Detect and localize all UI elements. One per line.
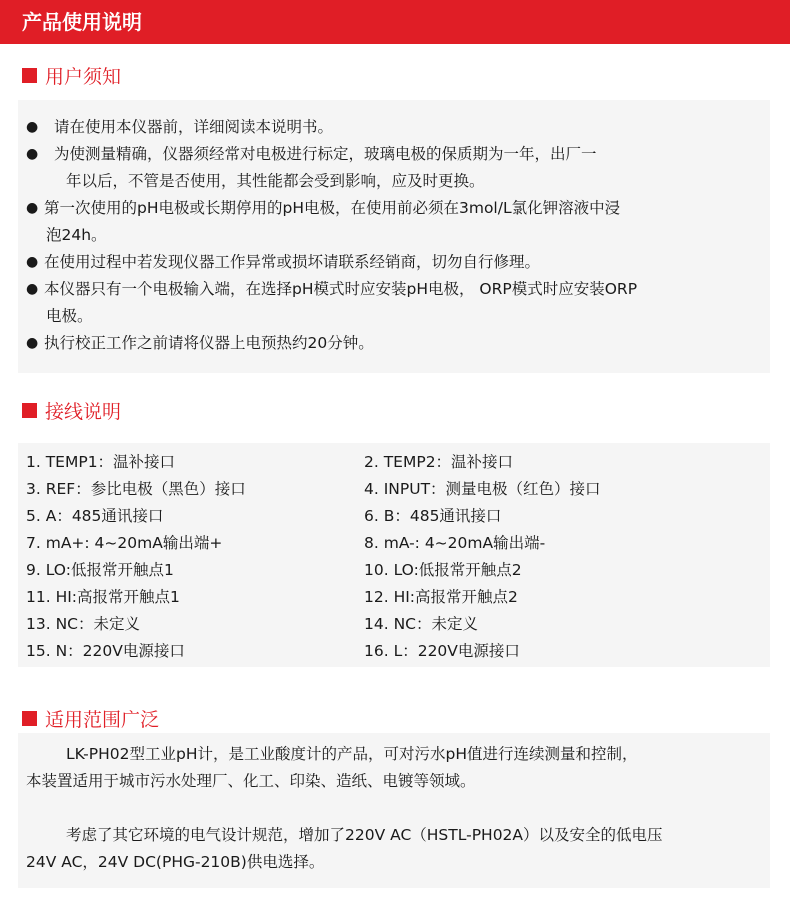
wiring-item: 4. INPUT：测量电极（红色）接口	[364, 480, 601, 498]
notice-item	[26, 195, 756, 249]
notice-line: 泡24h。	[46, 226, 107, 244]
wiring-item: 9. LO:低报常开触点1	[26, 561, 174, 579]
notice-heading-text: 用户须知	[45, 65, 122, 88]
notice-heading	[22, 61, 121, 89]
notice-item	[26, 330, 756, 357]
notice-line: 为使测量精确，仪器须经常对电极进行标定，玻璃电极的保质期为一年，出厂一	[54, 145, 597, 163]
page-title-bar	[0, 0, 790, 44]
wiring-item: 14. NC：未定义	[364, 615, 478, 633]
notice-line: 第一次使用的pH电极或长期停用的pH电极，在使用前必须在3mol/L氯化钾溶液中浸	[44, 199, 621, 217]
wiring-item: 1. TEMP1：温补接口	[26, 453, 176, 471]
notice-item	[26, 141, 756, 195]
square-bullet-icon	[22, 711, 37, 726]
black-dot-icon: ●	[26, 335, 39, 351]
black-dot-icon: ●	[26, 281, 39, 297]
notice-item	[26, 276, 756, 330]
wiring-item: 10. LO:低报常开触点2	[364, 561, 522, 579]
wiring-panel	[18, 443, 770, 667]
scope-panel	[18, 733, 770, 888]
scope-line: 本装置适用于城市污水处理厂、化工、印染、造纸、电镀等领域。	[26, 772, 476, 790]
wiring-item: 7. mA+: 4~20mA输出端+	[26, 534, 223, 552]
scope-line: 24V AC，24V DC(PHG-210B)供电选择。	[26, 853, 325, 871]
wiring-item: 11. HI:高报常开触点1	[26, 588, 180, 606]
notice-panel	[18, 100, 770, 373]
square-bullet-icon	[22, 68, 37, 83]
scope-paragraph	[26, 741, 756, 795]
wiring-item: 6. B：485通讯接口	[364, 507, 502, 525]
notice-item	[26, 249, 756, 276]
black-dot-icon: ●	[26, 200, 39, 216]
square-bullet-icon	[22, 403, 37, 418]
wiring-item: 2. TEMP2：温补接口	[364, 453, 514, 471]
scope-line: 考虑了其它环境的电气设计规范，增加了220V AC（HSTL-PH02A）以及安全的低电压	[66, 826, 663, 844]
page-title: 产品使用说明	[22, 10, 142, 34]
wiring-heading	[22, 396, 121, 424]
wiring-item: 16. L：220V电源接口	[364, 642, 520, 660]
scope-line: LK-PH02型工业pH计，是工业酸度计的产品，可对污水pH值进行连续测量和控制，	[66, 745, 638, 763]
scope-heading-text: 适用范围广泛	[45, 708, 160, 731]
wiring-item: 13. NC：未定义	[26, 615, 140, 633]
notice-line: 年以后，不管是否使用，其性能都会受到影响，应及时更换。	[66, 172, 485, 190]
notice-line: 请在使用本仪器前，详细阅读本说明书。	[54, 118, 334, 136]
wiring-item: 12. HI:高报常开触点2	[364, 588, 518, 606]
notice-line: 在使用过程中若发现仪器工作异常或损坏请联系经销商，切勿自行修理。	[44, 253, 541, 271]
scope-paragraph	[26, 822, 756, 876]
wiring-item: 5. A：485通讯接口	[26, 507, 164, 525]
wiring-heading-text: 接线说明	[45, 400, 122, 423]
black-dot-icon: ●	[26, 146, 39, 162]
wiring-item: 15. N：220V电源接口	[26, 642, 185, 660]
notice-line: 电极。	[46, 307, 93, 325]
notice-line: 执行校正工作之前请将仪器上电预热约20分钟。	[44, 334, 374, 352]
scope-heading	[22, 704, 159, 732]
black-dot-icon: ●	[26, 119, 39, 135]
black-dot-icon: ●	[26, 254, 39, 270]
notice-item	[26, 114, 756, 141]
wiring-list	[26, 449, 770, 665]
wiring-item: 3. REF：参比电极（黑色）接口	[26, 480, 246, 498]
wiring-item: 8. mA-: 4~20mA输出端-	[364, 534, 546, 552]
notice-line: 本仪器只有一个电极输入端，在选择pH模式时应安装pH电极， ORP模式时应安装ORP	[44, 280, 638, 298]
